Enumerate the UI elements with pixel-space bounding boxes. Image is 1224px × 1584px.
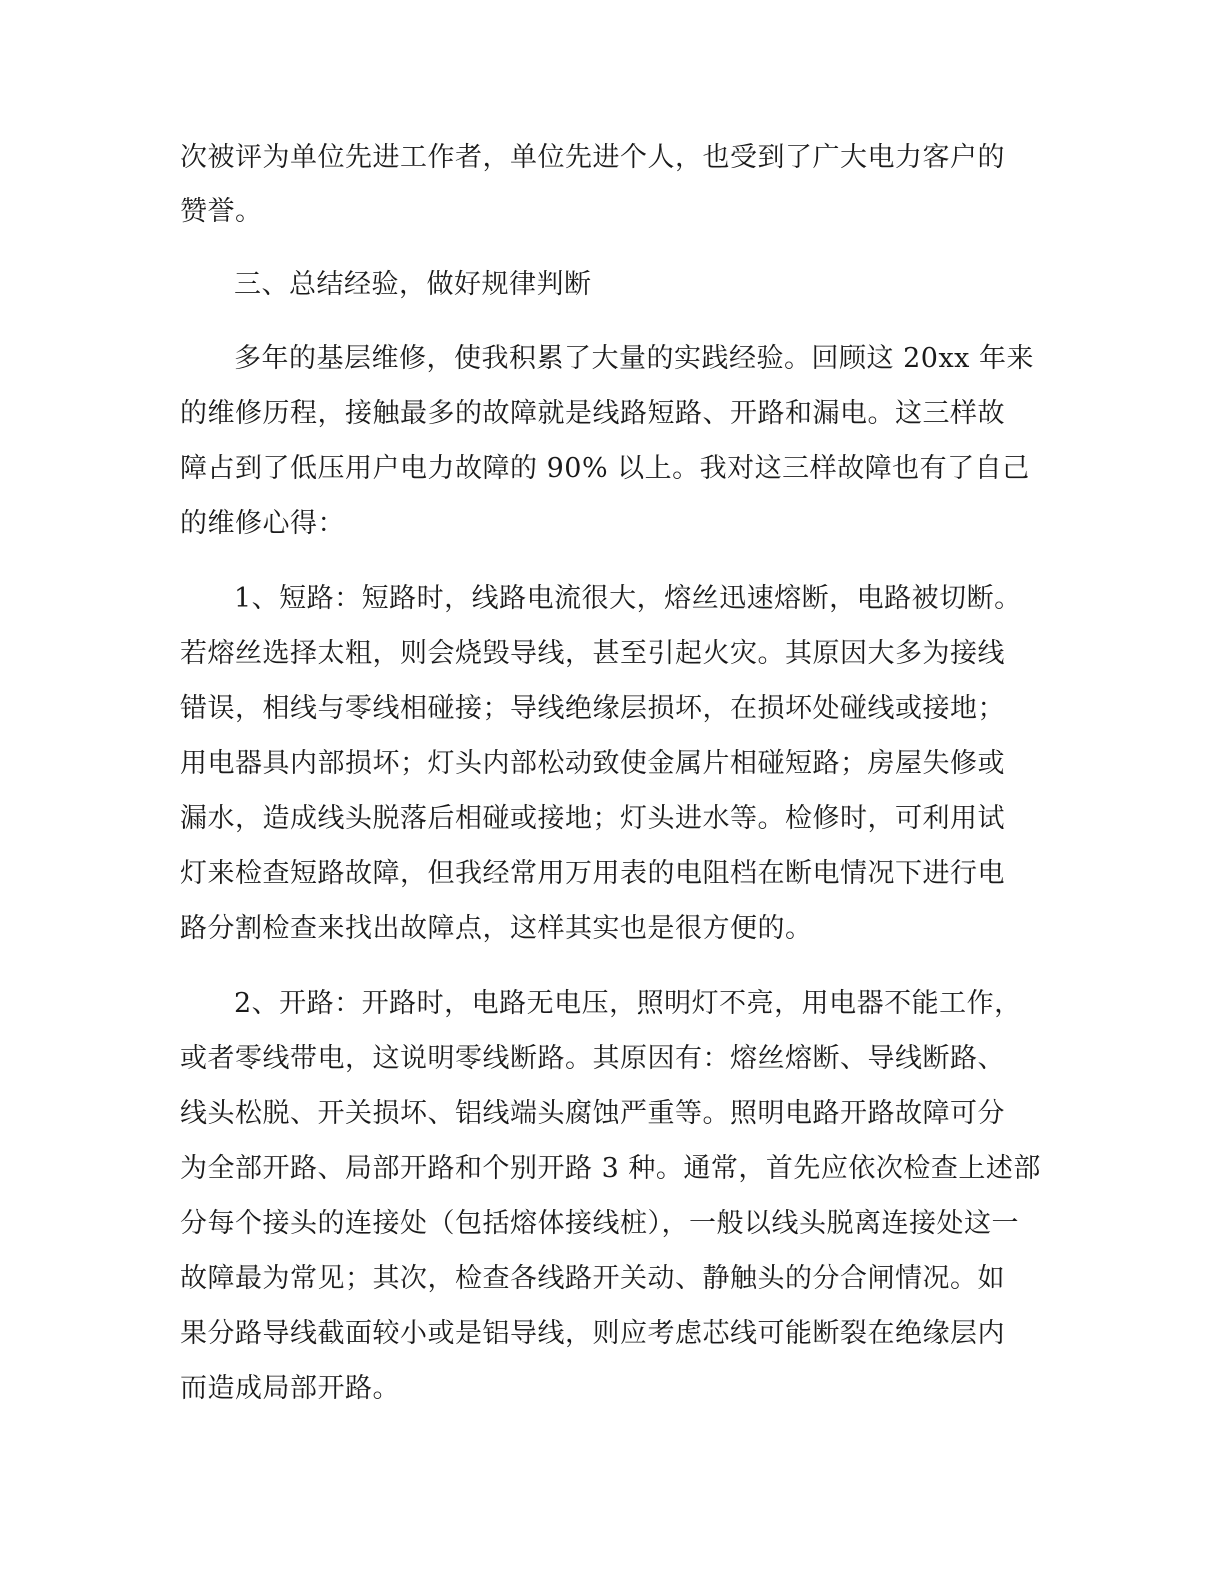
text-line: 错误，相线与零线相碰接；导线绝缘层损坏，在损坏处碰线或接地； [180,693,1005,724]
text-line: 1、短路：短路时，线路电流很大，熔丝迅速熔断，电路被切断。 [234,583,1022,614]
text-line: 漏水，造成线头脱落后相碰或接地；灯头进水等。检修时，可利用试 [180,803,1005,834]
text-line: 用电器具内部损坏；灯头内部松动致使金属片相碰短路；房屋失修或 [180,748,1005,779]
text-line: 灯来检查短路故障，但我经常用万用表的电阻档在断电情况下进行电 [180,858,1005,889]
text-line: 多年的基层维修，使我积累了大量的实践经验。回顾这 20xx 年来 [234,343,1034,374]
section-heading: 三、总结经验，做好规律判断 [234,269,592,300]
text-line: 线头松脱、开关损坏、铝线端头腐蚀严重等。照明电路开路故障可分 [180,1098,1005,1129]
text-line: 路分割检查来找出故障点，这样其实也是很方便的。 [180,913,813,944]
text-line: 的维修心得： [180,508,345,539]
text-line: 2、开路：开路时，电路无电压，照明灯不亮，用电器不能工作， [234,988,1022,1019]
text-line: 次被评为单位先进工作者，单位先进个人，也受到了广大电力客户的 [180,142,1005,173]
text-line: 而造成局部开路。 [180,1373,400,1404]
text-line: 或者零线带电，这说明零线断路。其原因有：熔丝熔断、导线断路、 [180,1043,1005,1074]
text-line: 的维修历程，接触最多的故障就是线路短路、开路和漏电。这三样故 [180,398,1005,429]
text-line: 若熔丝选择太粗，则会烧毁导线，甚至引起火灾。其原因大多为接线 [180,638,1005,669]
text-line: 赞誉。 [180,196,263,227]
text-line: 障占到了低压用户电力故障的 90% 以上。我对这三样故障也有了自己 [180,453,1030,484]
text-line: 果分路导线截面较小或是铝导线，则应考虑芯线可能断裂在绝缘层内 [180,1318,1005,1349]
text-line: 故障最为常见；其次，检查各线路开关动、静触头的分合闸情况。如 [180,1263,1005,1294]
text-line: 为全部开路、局部开路和个别开路 3 种。通常，首先应依次检查上述部 [180,1153,1041,1184]
text-line: 分每个接头的连接处（包括熔体接线桩），一般以线头脱离连接处这一 [180,1208,1019,1239]
